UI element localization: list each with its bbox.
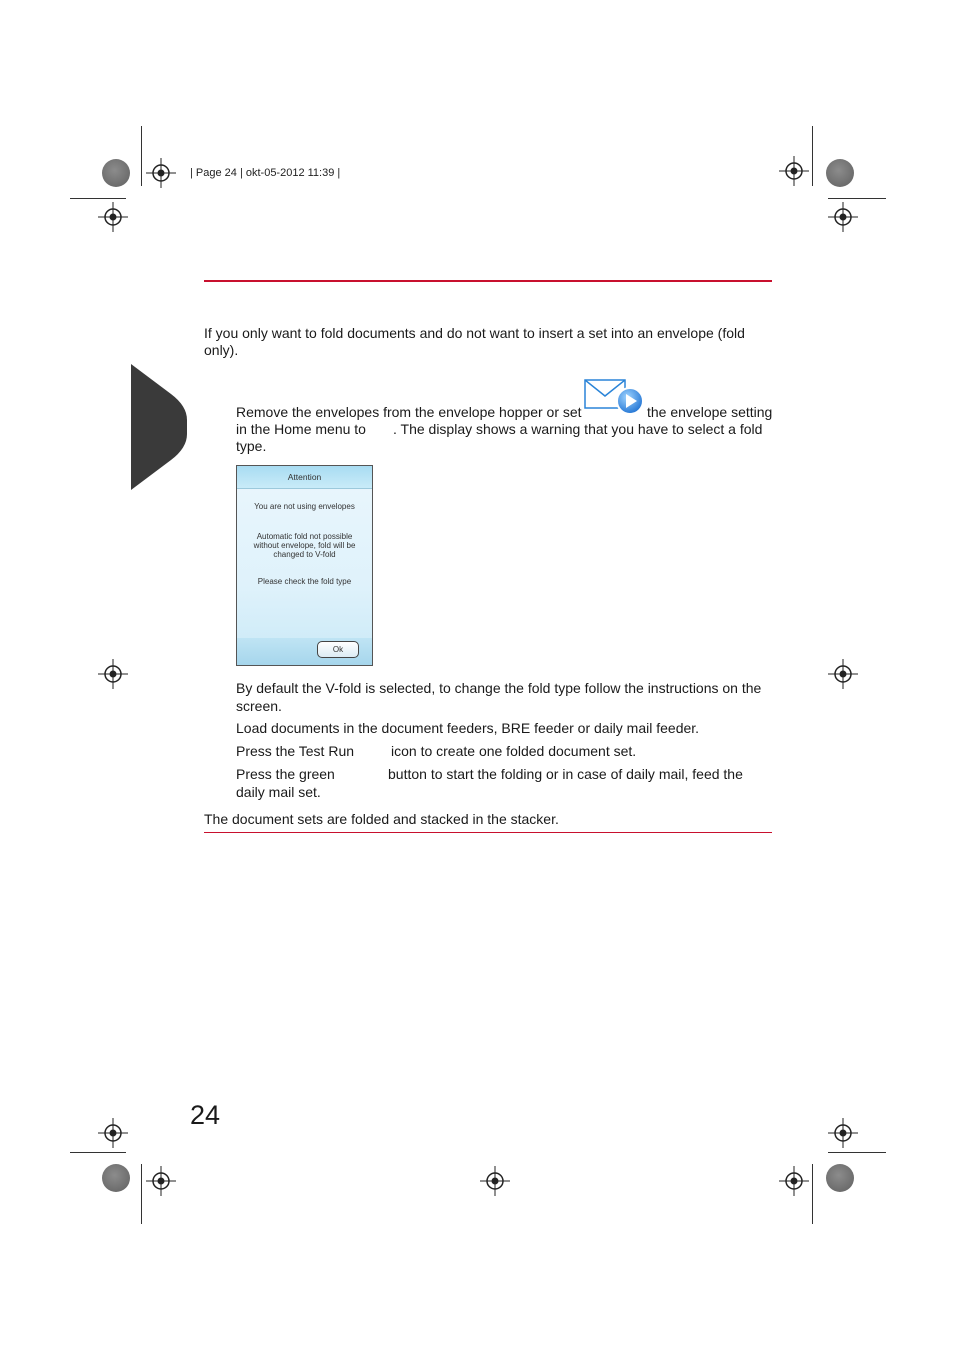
- step-1-text: the envelope setting: [647, 404, 773, 420]
- crop-line: [141, 126, 142, 186]
- step-5-text: daily mail set.: [236, 784, 321, 800]
- result-rule: [204, 832, 772, 833]
- intro-line: If you only want to fold documents and do not want to insert a set into an envelope (fold: [204, 325, 745, 341]
- header-rule: [204, 280, 772, 282]
- registration-mark-icon: [828, 202, 858, 232]
- intro-line: only).: [204, 342, 239, 358]
- dialog-message-line: without envelope, fold will be: [253, 541, 356, 550]
- step-2-text: screen.: [236, 698, 282, 714]
- intro-paragraph: [204, 325, 774, 359]
- dialog-message: You are not using envelopes: [254, 502, 355, 511]
- registration-mark-icon: [146, 1166, 176, 1196]
- step-1-text: Remove the envelopes from the envelope hopper or set: [236, 404, 582, 420]
- attention-dialog: [236, 465, 373, 666]
- registration-mark-icon: [779, 1166, 809, 1196]
- ok-button[interactable]: Ok: [317, 641, 359, 658]
- registration-dot: [826, 159, 854, 187]
- step-2-text: By default the V-fold is selected, to change the fold type follow the instructions on the: [236, 680, 762, 696]
- registration-mark-icon: [828, 659, 858, 689]
- registration-mark-icon: [98, 202, 128, 232]
- registration-dot: [102, 1164, 130, 1192]
- page-number: 24: [190, 1100, 221, 1130]
- step-1-text: type.: [236, 438, 267, 454]
- crop-line: [828, 1152, 886, 1153]
- step-5-text: Press the green: [236, 766, 335, 782]
- step-4-text: Press the Test Run: [236, 743, 355, 759]
- registration-dot: [102, 159, 130, 187]
- crop-line: [141, 1164, 142, 1224]
- registration-mark-icon: [828, 1118, 858, 1148]
- print-slug: | Page 24 | okt-05-2012 11:39 |: [190, 167, 341, 179]
- step-3-text: Load documents in the document feeders, BRE feeder or daily mail feeder.: [236, 720, 700, 736]
- chapter-tab-icon: [131, 364, 187, 490]
- step-1-text: in the Home menu to: [236, 421, 366, 437]
- result-text: The document sets are folded and stacked in the stacker.: [204, 811, 559, 827]
- envelope-play-icon: [584, 378, 646, 418]
- crop-line: [828, 198, 886, 199]
- step-1-text: . The display shows a warning that you have to select a fold: [393, 421, 763, 437]
- step-4-text: icon to create one folded document set.: [391, 743, 637, 759]
- crop-line: [70, 1152, 126, 1153]
- dialog-message: [241, 532, 368, 559]
- dialog-footer: [237, 638, 372, 665]
- registration-mark-icon: [98, 659, 128, 689]
- registration-mark-icon: [146, 158, 176, 188]
- registration-mark-icon: [779, 156, 809, 186]
- registration-dot: [826, 1164, 854, 1192]
- dialog-message-line: Automatic fold not possible: [256, 532, 353, 541]
- step-5-text: button to start the folding or in case of daily mail, feed the: [388, 766, 743, 782]
- registration-mark-icon: [98, 1118, 128, 1148]
- crop-line: [812, 1164, 813, 1224]
- crop-line: [812, 126, 813, 186]
- dialog-message: Please check the fold type: [257, 577, 352, 586]
- crop-line: [70, 198, 126, 199]
- dialog-title: Attention: [237, 466, 372, 489]
- dialog-message-line: changed to V-fold: [273, 550, 336, 559]
- registration-mark-icon: [480, 1166, 510, 1196]
